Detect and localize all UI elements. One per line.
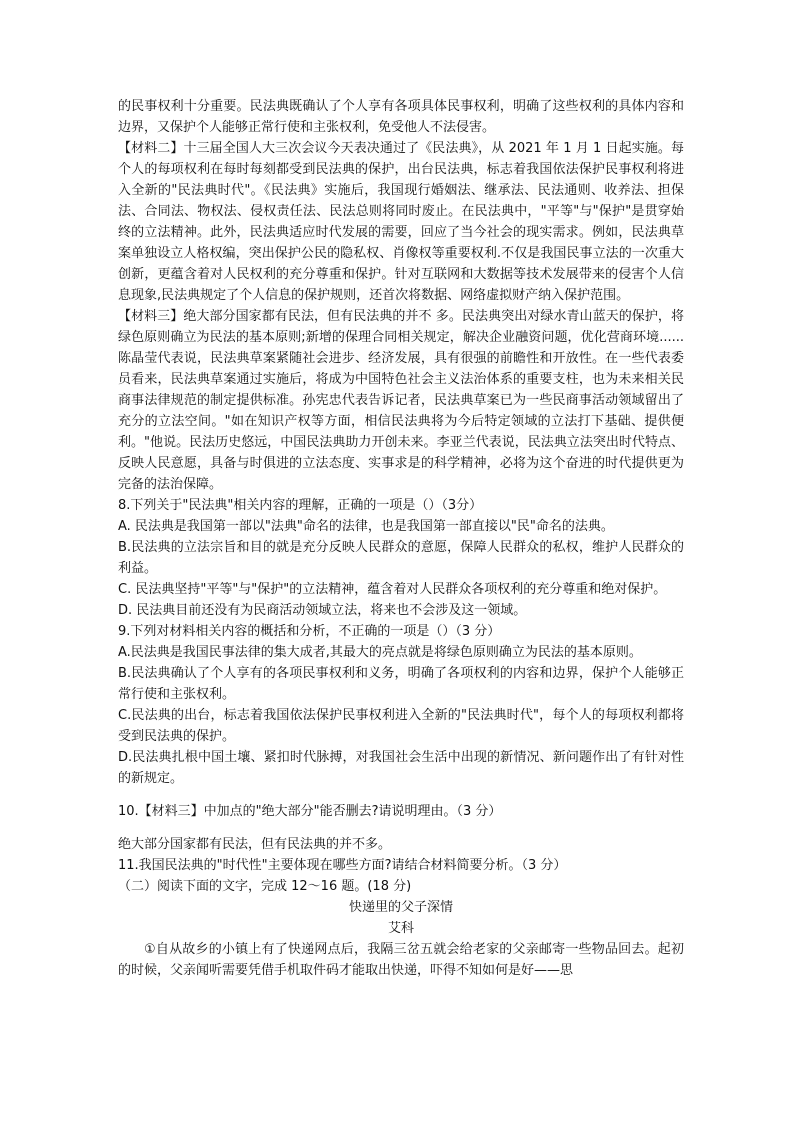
- material-three-text: 绝大部分国家都有民法，但有民法典的并不 多。民法典突出对绿水青山蓝天的保护，将绿色原则确立为民法的基本原则;新增的保理合同相关规定，解决企业融资问题，优化营商环境......陈晶莹代表说，民法典草案紧随社会进步、经济发展，具有很强的前瞻性和开放性。在一些代表委员看来，民法典草案通过实施后，将成为中国特色社会主义法治体系的重要支柱，也为未来相关民商事法律规范的制定提供标准。孙宪忠代表告诉记者，民法典草案已为一些民商事活动领域留出了充分的立法空间。"如在知识产权等方面，相信民法典将为今后特定领域的立法打下基础、提供便利。"他说。民法历史悠远，中国民法典助力开创未来。李亚兰代表说，民法典立法突出时代特点、反映人民意愿，具备与时俱进的立法态度、实事求是的科学精神，必将为这个奋进的时代提供更为完备的法治保障。: [118, 309, 684, 492]
- article-paragraph-1: ①自从故乡的小镇上有了快递网点后，我隔三岔五就会给老家的父亲邮寄一些物品回去。起初的时候，父亲闻听需要凭借手机取件码才能取出快递，吓得不知如何是好——思: [118, 942, 684, 978]
- intro-paragraph: 的民事权利十分重要。民法典既确认了个人享有各项具体民事权利，明确了这些权利的具体内容和边界，又保护个人能够正常行使和主张权利，免受他人不法侵害。: [118, 99, 684, 135]
- question-9-option-a: A.民法典是我国民事法律的集大成者,其最大的亮点就是将绿色原则确立为民法的基本原则。: [118, 645, 642, 660]
- article-title: 快递里的父子深情: [348, 900, 453, 915]
- question-8-option-a: A. 民法典是我国第一部以"法典"命名的法律，也是我国第一部直接以"民"命名的法典。: [118, 519, 614, 534]
- question-8-stem: 8.下列关于"民法典"相关内容的理解，正确的一项是（）（3分）: [118, 498, 483, 513]
- question-9-option-b: B.民法典确认了个人享有的各项民事权利和义务，明确了各项权利的内容和边界，保护个人能够正常行使和主张权利。: [118, 666, 684, 702]
- question-8-option-d: D. 民法典目前还没有为民商活动领域立法，将来也不会涉及这一领域。: [118, 603, 527, 618]
- material-two-paragraph: [118, 138, 684, 306]
- question-11-stem: 11.我国民法典的"时代性"主要体现在哪些方面?请结合材料简要分析。（3 分）: [118, 858, 567, 873]
- spacer: [118, 789, 684, 801]
- material-three-paragraph: [118, 306, 684, 495]
- spacer: [118, 822, 684, 834]
- question-10-quote: 绝大部分国家都有民法，但有民法典的并不多。: [118, 837, 392, 852]
- material-two-text: 十三届全国人大三次会议今天表决通过了《民法典》，从 2021 年 1 月 1 日起实施。每个人的每项权利在每时每刻都受到民法典的保护，出台民法典，标志着我国依法保护民事权利将进入全新的"民法典时代"。《民法典》实施后，我国现行婚姻法、继承法、民法通则、收养法、担保法、合同法、物权法、侵权责任法、民法总则将同时废止。在民法典中，"平等"与"保护"是贯穿始终的立法精神。此外，民法典适应时代发展的需要，回应了当今社会的现实需求。例如，民法典草案单独设立人格权编，突出保护公民的隐私权、肖像权等重要权利.不仅是我国民事立法的一次重大创新，更蕴含着对人民权利的充分尊重和保护。针对互联网和大数据等技术发展带来的侵害个人信息现象,民法典规定了个人信息的保护规则，还首次将数据、网络虚拟财产纳入保护范围。: [118, 141, 684, 303]
- material-two-tag: 【材料二】: [118, 141, 184, 156]
- article-author: 艾科: [387, 921, 414, 936]
- question-9-stem: 9.下列对材料相关内容的概括和分析，不正确的一项是（）（3 分）: [118, 624, 501, 639]
- question-8-option-c: C. 民法典坚持"平等"与"保护"的立法精神，蕴含着对人民群众各项权利的充分尊重和绝对保护。: [118, 582, 667, 597]
- question-8-option-b: B.民法典的立法宗旨和目的就是充分反映人民群众的意愿，保障人民群众的私权，维护人民群众的利益。: [118, 540, 684, 576]
- section-two-header: （二）阅读下面的文字，完成 12～16 题。(18 分): [118, 879, 412, 894]
- material-three-tag: 【材料三】: [118, 309, 184, 324]
- question-9-option-d: D.民法典扎根中国土壤、紧扣时代脉搏，对我国社会生活中出现的新情况、新问题作出了有针对性的新规定。: [118, 750, 684, 786]
- question-9-option-c: C.民法典的出台，标志着我国依法保护民事权利进入全新的"民法典时代"，每个人的每项权利都将受到民法典的保护。: [118, 708, 684, 744]
- question-10-stem: 10.【材料三】中加点的"绝大部分"能否删去?请说明理由。（3 分）: [118, 804, 502, 819]
- document-page: [118, 96, 684, 981]
